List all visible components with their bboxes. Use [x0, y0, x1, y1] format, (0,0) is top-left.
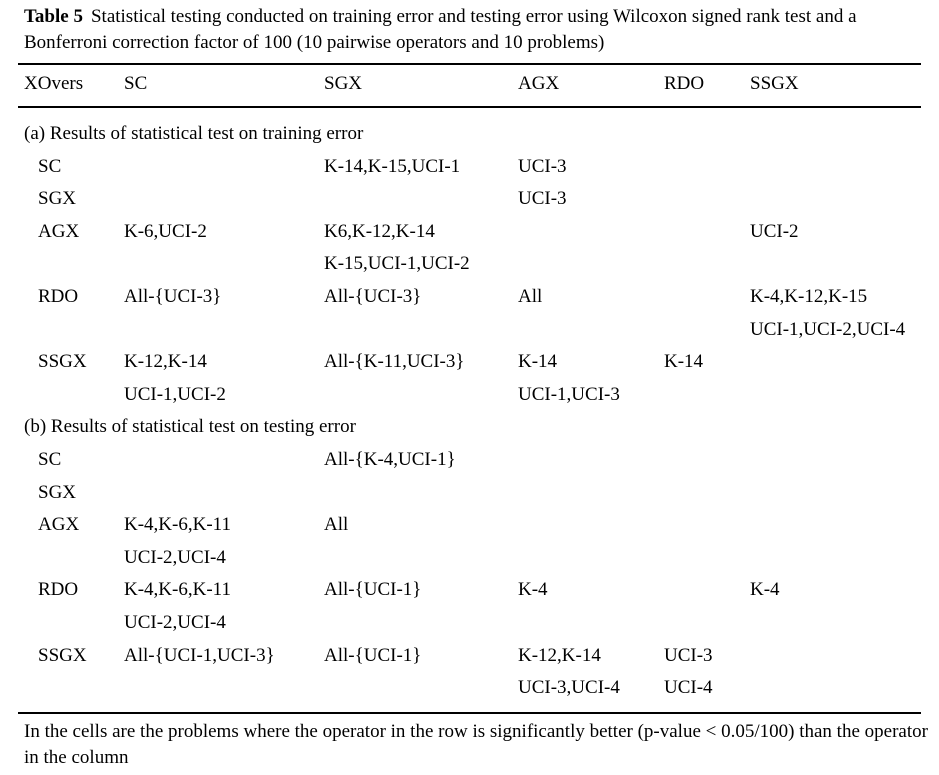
- table-cell: [324, 151, 460, 184]
- table-cell: [324, 509, 348, 542]
- column-header: [518, 68, 559, 101]
- cell-line: UCI-3: [518, 155, 567, 177]
- column-header: [124, 68, 147, 101]
- cell-line: All: [324, 514, 349, 536]
- row-label-text: SC: [38, 449, 62, 470]
- cell-line: All-{UCI-1,UCI-3}: [124, 644, 275, 666]
- table-label: Table 5: [24, 6, 83, 27]
- row-label: [38, 574, 78, 607]
- cell-line: UCI-2,UCI-4: [124, 546, 226, 568]
- row-label: [38, 477, 76, 510]
- cell-line: UCI-2: [750, 220, 799, 242]
- row-label-text: RDO: [38, 286, 79, 307]
- top-rule: [18, 63, 921, 65]
- table-cell: [324, 346, 465, 379]
- table-cell: [324, 574, 421, 607]
- column-header-label: SC: [124, 73, 148, 94]
- cell-line: K-4,K-6,K-11: [124, 579, 231, 601]
- cell-line: UCI-4: [664, 677, 713, 699]
- cell-line: K-6,UCI-2: [124, 220, 207, 242]
- row-label-text: RDO: [38, 579, 79, 601]
- cell-line: UCI-2,UCI-4: [124, 611, 226, 633]
- row-label: [38, 151, 61, 184]
- bottom-rule: [18, 712, 921, 714]
- section-title: (a) Results of statistical test on training error: [24, 123, 364, 144]
- row-label-text: SSGX: [38, 644, 87, 666]
- cell-line: K-12,K-14: [124, 351, 207, 373]
- cell-line: UCI-3: [518, 188, 567, 210]
- column-header: [324, 68, 362, 101]
- row-label: [38, 640, 87, 673]
- cell-line: All-{K-4,UCI-1}: [324, 449, 456, 470]
- table-cell: [750, 574, 780, 607]
- table-caption: [24, 4, 929, 56]
- column-header: [24, 68, 83, 101]
- cell-line: All: [518, 286, 543, 307]
- cell-line: All-{UCI-3}: [324, 286, 422, 307]
- table-cell: [518, 346, 620, 411]
- column-header-label: RDO: [664, 73, 705, 94]
- row-label-text: SGX: [38, 188, 77, 210]
- cell-line: K-14: [664, 351, 704, 373]
- table-cell: [124, 574, 231, 639]
- row-label: [38, 281, 78, 314]
- column-header-label: AGX: [518, 73, 560, 94]
- cell-line: K-14,K-15,UCI-1: [324, 155, 461, 177]
- table-cell: [324, 216, 470, 281]
- caption-text: Statistical testing conducted on training error and testing error using Wilcoxon signed rank test and a Bonferroni correction factor of 100 (10 pairwise operators and 10 problems): [24, 6, 857, 53]
- cell-line: K6,K-12,K-14: [324, 220, 435, 242]
- section-title: (b) Results of statistical test on testing error: [24, 416, 356, 438]
- column-header-label: SSGX: [750, 73, 799, 94]
- column-header: [750, 68, 799, 101]
- cell-line: UCI-3: [664, 644, 713, 666]
- table-footnote: In the cells are the problems where the operator in the row is significantly better (p-value < 0.05/100) than the operator in the column: [24, 721, 928, 768]
- table-cell: [750, 281, 905, 346]
- table-cell: [124, 640, 275, 673]
- row-label-text: AGX: [38, 220, 80, 242]
- column-header: [664, 68, 704, 101]
- table-cell: [518, 151, 567, 184]
- table-cell: [518, 574, 548, 607]
- cell-line: All-{UCI-1}: [324, 579, 422, 601]
- table-cell: [664, 346, 703, 379]
- row-label: [38, 216, 79, 249]
- table-cell: [518, 640, 620, 705]
- row-label: [38, 444, 61, 477]
- cell-line: UCI-1,UCI-2: [124, 383, 226, 405]
- column-header-label: XOvers: [24, 73, 84, 94]
- cell-line: K-4,K-6,K-11: [124, 514, 231, 536]
- table-cell: [518, 281, 542, 314]
- row-label-text: SSGX: [38, 351, 87, 373]
- table-cell: [324, 281, 421, 314]
- table-cell: [124, 281, 221, 314]
- cell-line: K-4: [750, 579, 780, 601]
- cell-line: K-14: [518, 351, 558, 373]
- cell-line: All-{UCI-1}: [324, 644, 422, 666]
- cell-line: K-4: [518, 579, 548, 601]
- table-cell: [124, 509, 231, 574]
- column-header-label: SGX: [324, 73, 363, 94]
- table-cell: [324, 444, 456, 477]
- row-label: [38, 509, 79, 542]
- row-label-text: SGX: [38, 481, 77, 503]
- table-cell: [518, 183, 567, 216]
- row-label: [38, 346, 87, 379]
- row-label-text: AGX: [38, 514, 80, 536]
- cell-line: UCI-1,UCI-2,UCI-4: [750, 318, 906, 340]
- table-cell: [324, 640, 421, 673]
- cell-line: All-{UCI-3}: [124, 286, 222, 307]
- cell-line: K-12,K-14: [518, 644, 601, 666]
- row-label: [38, 183, 76, 216]
- cell-line: K-4,K-12,K-15: [750, 286, 868, 307]
- cell-line: UCI-3,UCI-4: [518, 677, 620, 699]
- table-cell: [124, 216, 207, 249]
- table-cell: [750, 216, 799, 249]
- row-label-text: SC: [38, 155, 62, 177]
- table-cell: [664, 640, 713, 705]
- cell-line: All-{K-11,UCI-3}: [324, 351, 465, 373]
- table-cell: [124, 346, 226, 411]
- cell-line: K-15,UCI-1,UCI-2: [324, 253, 470, 275]
- cell-line: UCI-1,UCI-3: [518, 383, 620, 405]
- header-rule: [18, 106, 921, 108]
